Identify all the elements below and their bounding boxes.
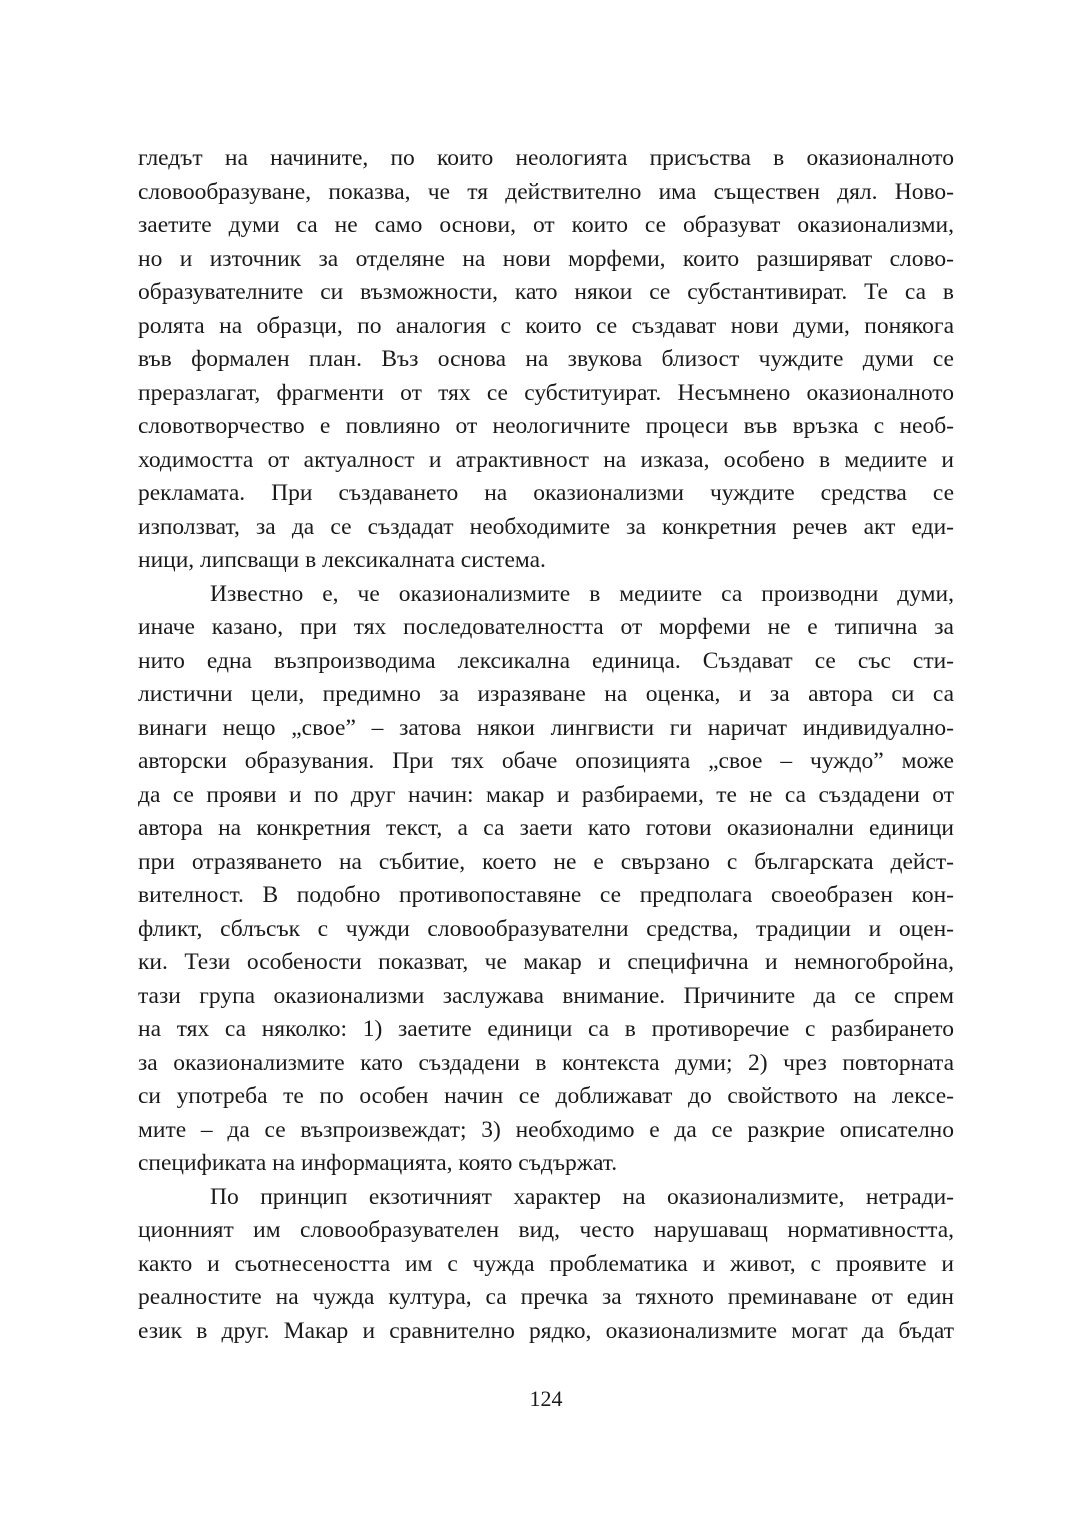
text-line: ционният им словообразувателен вид, често нарушаващ нормативността,: [138, 1217, 954, 1243]
paragraph-3: [138, 1181, 954, 1349]
text-line: тази група оказионализми заслужава внимание. Причините да се спрем: [138, 982, 954, 1009]
text-line: ходимостта от актуалност и атрактивност на изказа, особено в медиите и: [138, 446, 954, 473]
text-line: словообразуване, показва, че тя действително има съществен дял. Ново-: [138, 178, 954, 205]
text-line: ници, липсващи в лексикалната система.: [138, 547, 546, 573]
text-line: фликт, сблъсък с чужди словообразувателни средства, традиции и оцен-: [138, 915, 954, 942]
text-line: автора на конкретния текст, а са заети като готови оказионални единици: [138, 815, 954, 841]
text-line: както и съотнесеността им с чужда проблематика и живот, с проявите и: [138, 1250, 954, 1277]
text-line: гледът на начините, по които неологията присъства в оказионалното: [138, 145, 954, 171]
text-line: мите – да се възпроизвеждат; 3) необходимо е да се разкрие описателно: [138, 1116, 954, 1143]
text-line: ки. Тези особености показват, че макар и специфична и немногобройна,: [138, 949, 954, 975]
text-line: за оказионализмите като създадени в контекста думи; 2) чрез повторната: [138, 1049, 954, 1076]
text-line: преразлагат, фрагменти от тях се субституират. Несъмнено оказионалното: [138, 379, 954, 406]
text-line: заетите думи са не само основи, от които се образуват оказионализми,: [138, 212, 954, 238]
text-line: да се прояви и по друг начин: макар и разбираеми, те не са създадени от: [138, 781, 954, 808]
text-line: във формален план. Въз основа на звукова близост чуждите думи се: [138, 346, 954, 372]
text-line: си употреба те по особен начин се доближават до свойството на лексе-: [138, 1083, 954, 1109]
text-line: По принцип екзотичният характер на оказионализмите, нетради-: [210, 1183, 954, 1210]
paragraph-1: [138, 142, 954, 578]
text-line: при отразяването на събитие, което не е свързано с българската дейст-: [138, 848, 954, 875]
text-line: рекламата. При създаването на оказионализми чуждите средства се: [138, 480, 954, 506]
text-line: листични цели, предимно за изразяване на оценка, и за автора си са: [138, 681, 954, 707]
text-line: словотворчество е повлияно от неологичните процеси във връзка с необ-: [138, 413, 954, 439]
text-line: използват, за да се създадат необходимите за конкретния речев акт еди-: [138, 513, 954, 540]
text-line: иначе казано, при тях последователността от морфеми не е типична за: [138, 614, 954, 640]
body-text: [138, 142, 954, 1348]
text-line: винаги нещо „свое” – затова някои лингвисти ги наричат индивидуално-: [138, 714, 954, 741]
page-number: 124: [529, 1386, 563, 1411]
text-line: вителност. В подобно противопоставяне се предполага своеобразен кон-: [138, 882, 954, 908]
text-line: нито една възпроизводима лексикална единица. Създават се със сти-: [138, 647, 954, 674]
paragraph-2: [138, 578, 954, 1181]
text-line: реалностите на чужда култура, са пречка за тяхното преминаване от един: [138, 1284, 954, 1310]
text-line: авторски образувания. При тях обаче опозицията „свое – чуждо” може: [138, 748, 954, 774]
text-line: Известно е, че оказионализмите в медиите са производни думи,: [210, 580, 954, 607]
text-line: но и източник за отделяне на нови морфеми, които разширяват слово-: [138, 245, 954, 272]
text-line: ролята на образци, по аналогия с които се създават нови думи, понякога: [138, 312, 954, 339]
text-line: език в друг. Макар и сравнително рядко, оказионализмите могат да бъдат: [138, 1317, 954, 1344]
text-line: образувателните си възможности, като някои се субстантивират. Те са в: [138, 279, 954, 305]
text-line: спецификата на информацията, която съдържат.: [138, 1150, 618, 1176]
text-line: на тях са няколко: 1) заетите единици са в противоречие с разбирането: [138, 1016, 954, 1042]
